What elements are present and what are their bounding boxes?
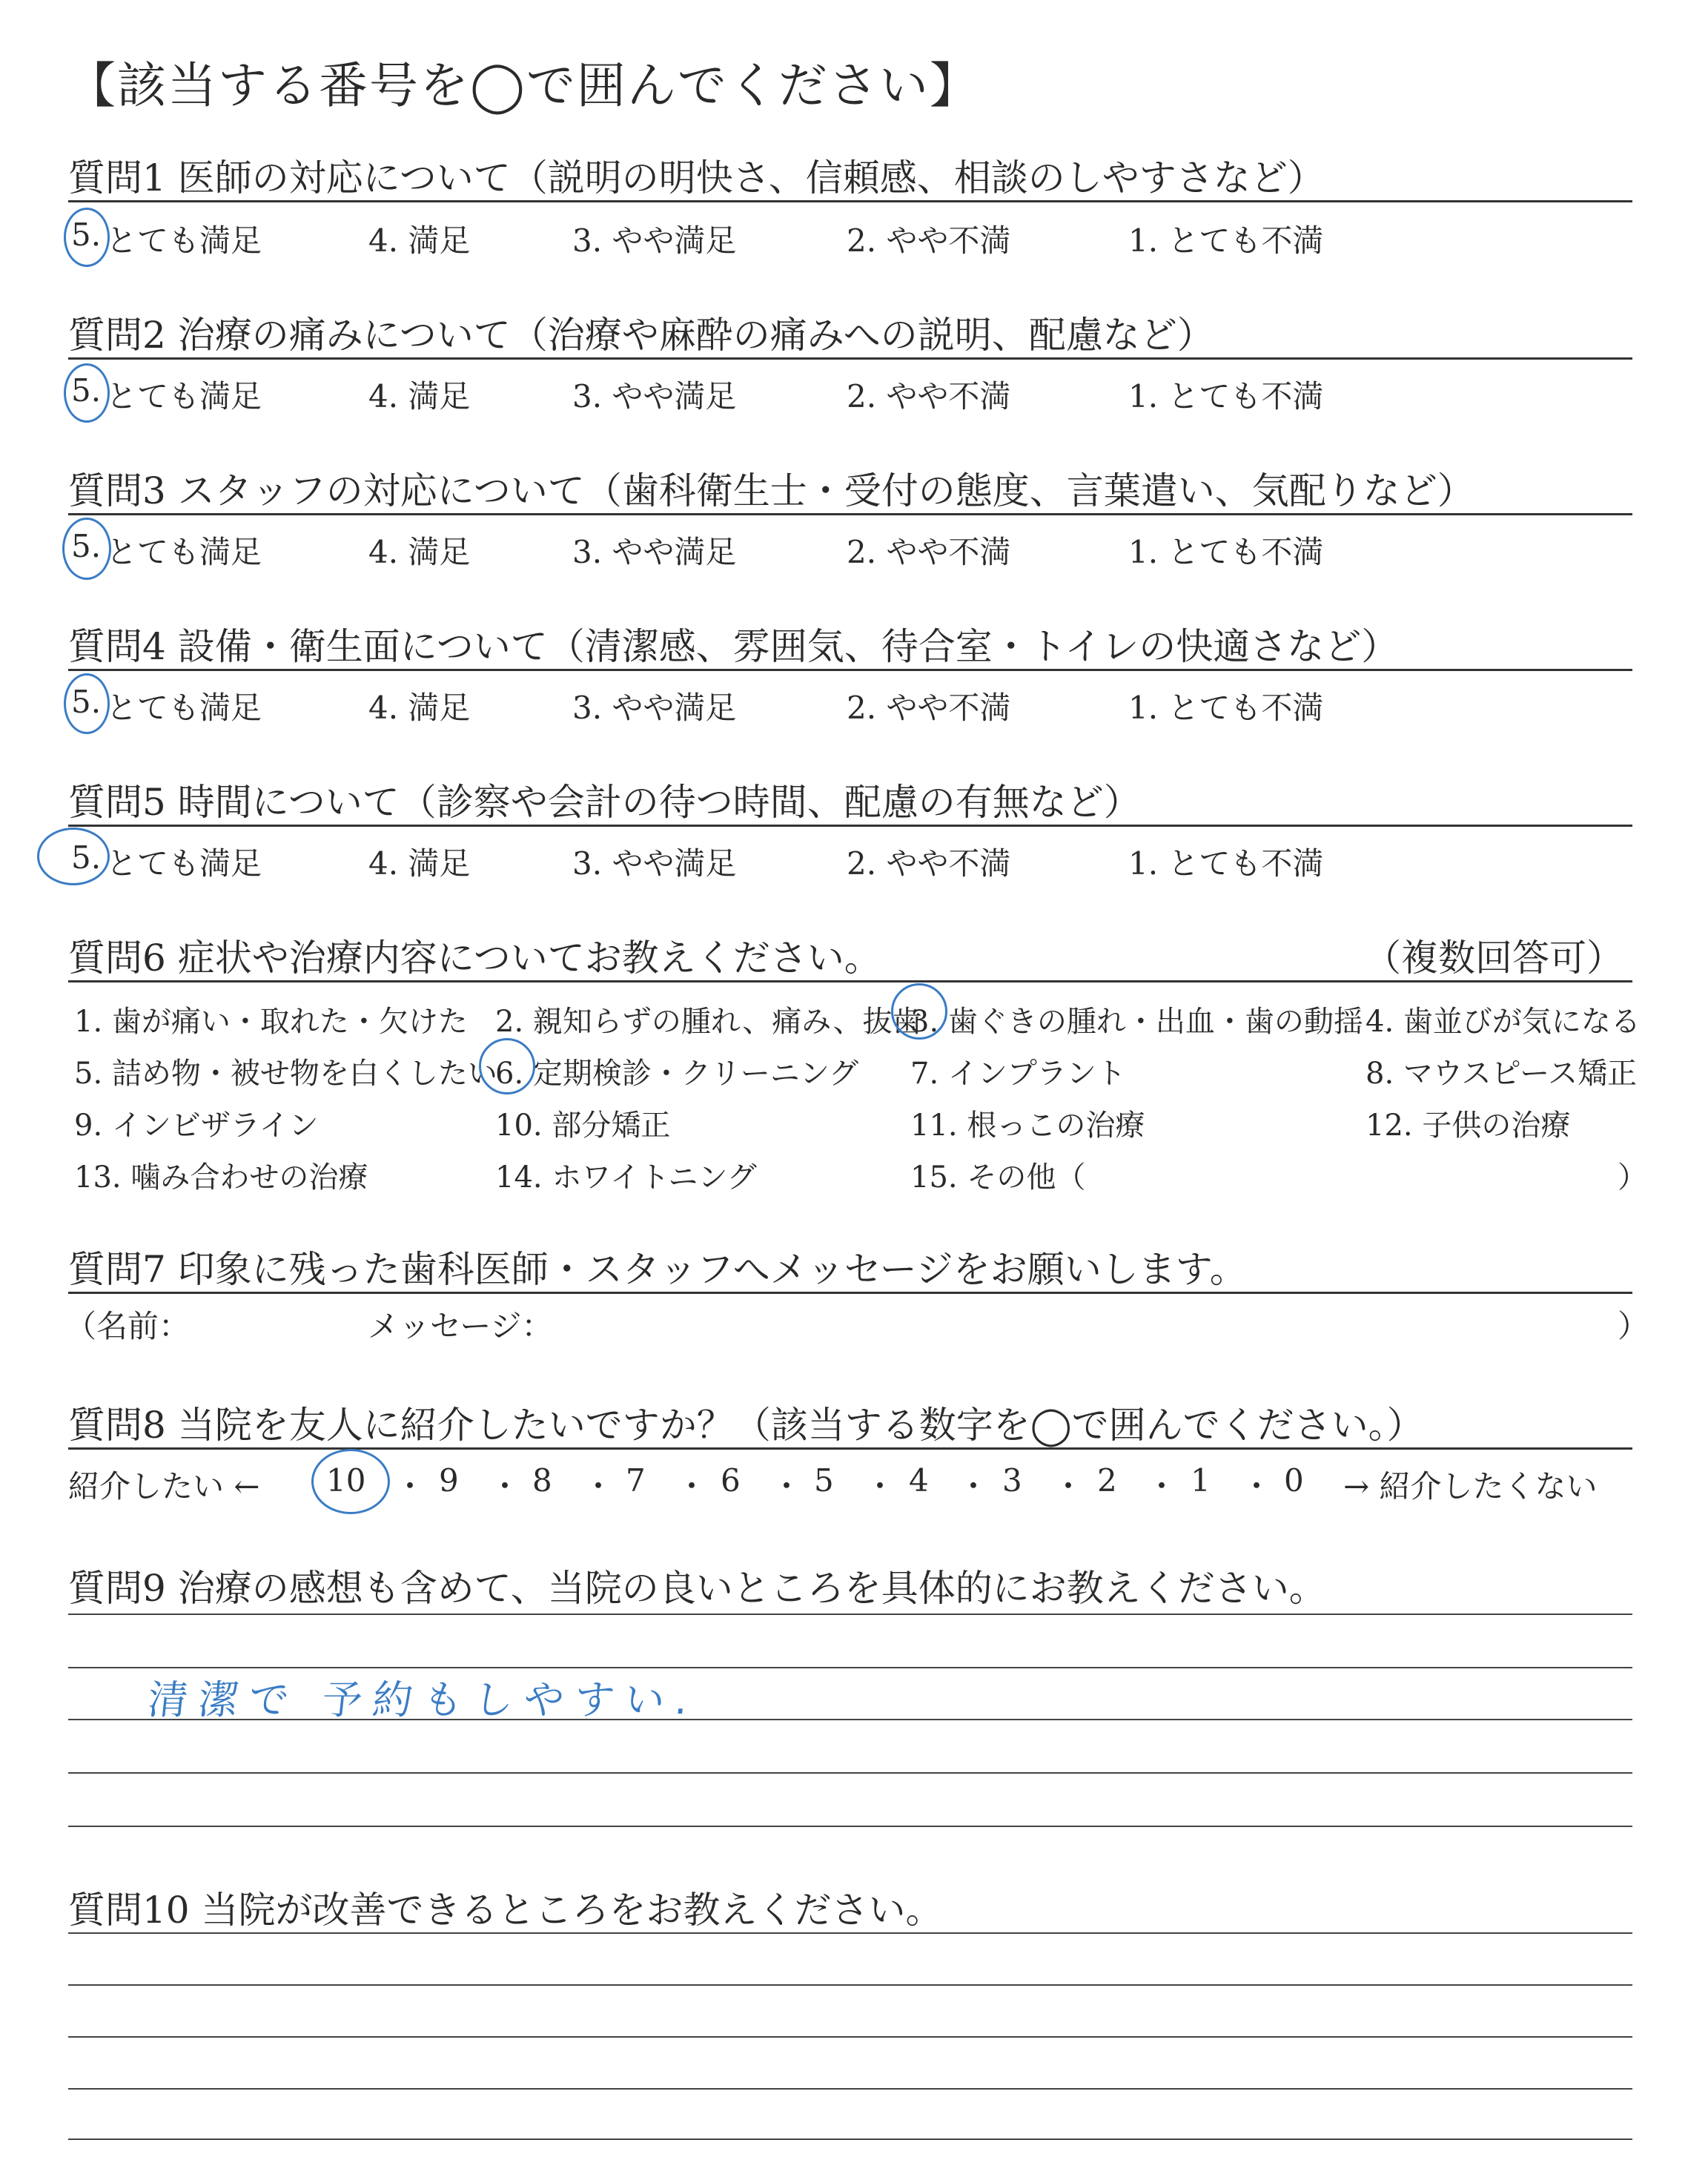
option-3[interactable]: 3. やや満足 <box>572 222 737 259</box>
divider <box>68 669 1632 671</box>
scale-dot: ・ <box>676 1468 708 1505</box>
divider <box>68 980 1632 982</box>
divider <box>68 357 1632 360</box>
option-5-number[interactable]: 5. <box>71 372 102 409</box>
option-5-label[interactable]: とても満足 <box>106 690 262 726</box>
question-8-label: 質問8 当院を友人に紹介したいですか？（該当する数字を◯で囲んでください。） <box>68 1404 1424 1447</box>
name-label: （名前： <box>65 1308 191 1344</box>
answer-circle <box>37 828 110 885</box>
option-3[interactable]: 3. やや満足 <box>572 690 737 726</box>
scale-value-4[interactable]: 4 <box>909 1462 929 1499</box>
scale-value-10[interactable]: 10 <box>326 1462 366 1499</box>
symptom-option[interactable]: 13. 噛み合わせの治療 <box>74 1160 368 1195</box>
option-4[interactable]: 4. 満足 <box>368 690 471 726</box>
question-3-label: 質問3 スタッフの対応について（歯科衛生士・受付の態度、言葉遣い、気配りなど） <box>68 469 1474 512</box>
scale-value-5[interactable]: 5 <box>814 1462 834 1499</box>
scale-value-9[interactable]: 9 <box>439 1462 459 1499</box>
name-field[interactable] <box>178 1301 356 1342</box>
scale-value-6[interactable]: 6 <box>721 1462 741 1499</box>
scale-dot: ・ <box>489 1468 521 1505</box>
scale-value-3[interactable]: 3 <box>1002 1462 1022 1499</box>
question-10-label: 質問10 当院が改善できるところをお教えください。 <box>68 1889 943 1932</box>
option-5-label[interactable]: とても満足 <box>106 222 262 259</box>
scale-value-7[interactable]: 7 <box>626 1462 646 1499</box>
handwritten-answer[interactable]: 清潔で 予約もしやすい. <box>145 1677 701 1723</box>
scale-dot: ・ <box>394 1468 426 1505</box>
option-5-number[interactable]: 5. <box>71 528 102 564</box>
symptom-option[interactable]: 4. 歯並びが気になる <box>1366 1005 1641 1039</box>
symptom-option[interactable]: 8. マウスピース矯正 <box>1366 1057 1638 1091</box>
scale-left-label: 紹介したい ← <box>68 1468 260 1505</box>
option-1[interactable]: 1. とても不満 <box>1128 845 1324 882</box>
symptom-option[interactable]: 14. ホワイトニング <box>495 1160 757 1195</box>
option-3[interactable]: 3. やや満足 <box>572 378 737 415</box>
scale-value-0[interactable]: 0 <box>1284 1462 1304 1499</box>
answer-circle <box>62 518 111 580</box>
option-5-number[interactable]: 5. <box>71 839 102 876</box>
option-4[interactable]: 4. 満足 <box>368 845 471 882</box>
symptom-option[interactable]: 6. 定期検診・クリーニング <box>495 1057 859 1091</box>
divider <box>68 1292 1632 1294</box>
option-2[interactable]: 2. やや不満 <box>847 222 1011 259</box>
message-field[interactable] <box>563 1301 1601 1342</box>
scale-dot: ・ <box>864 1468 896 1505</box>
scale-dot: ・ <box>583 1468 615 1505</box>
symptom-option[interactable]: 9. インビザライン <box>74 1109 319 1143</box>
scale-right-label: → 紹介したくない <box>1343 1468 1598 1505</box>
answer-circle <box>64 673 110 734</box>
divider <box>68 825 1632 827</box>
option-2[interactable]: 2. やや不満 <box>847 534 1011 570</box>
option-1[interactable]: 1. とても不満 <box>1128 690 1324 726</box>
option-4[interactable]: 4. 満足 <box>368 222 471 259</box>
symptom-option[interactable]: 10. 部分矯正 <box>495 1109 671 1143</box>
scale-value-2[interactable]: 2 <box>1097 1462 1117 1499</box>
answer-circle <box>64 208 110 267</box>
symptom-option[interactable]: 3. 歯ぐきの腫れ・出血・歯の動揺 <box>910 1005 1363 1039</box>
symptom-option[interactable]: 7. インプラント <box>910 1057 1126 1091</box>
answer-line <box>68 2088 1632 2090</box>
answer-line <box>68 2036 1632 2038</box>
message-close-paren: ） <box>1618 1308 1649 1344</box>
question-4-label: 質問4 設備・衛生面について（清潔感、雰囲気、待合室・トイレの快適さなど） <box>68 625 1399 668</box>
scale-dot: ・ <box>1241 1468 1273 1505</box>
option-2[interactable]: 2. やや不満 <box>847 845 1011 882</box>
option-5-label[interactable]: とても満足 <box>106 534 262 570</box>
divider <box>68 200 1632 202</box>
question-1-label: 質問1 医師の対応について（説明の明快さ、信頼感、相談のしやすさなど） <box>68 156 1325 199</box>
option-1[interactable]: 1. とても不満 <box>1128 222 1324 259</box>
symptom-option[interactable]: 2. 親知らずの腫れ、痛み、抜歯 <box>495 1005 922 1039</box>
divider <box>68 513 1632 515</box>
scale-value-1[interactable]: 1 <box>1191 1462 1211 1499</box>
scale-dot: ・ <box>1146 1468 1178 1505</box>
divider <box>68 1447 1632 1450</box>
answer-circle <box>891 983 947 1040</box>
answer-line <box>68 2138 1632 2140</box>
option-1[interactable]: 1. とても不満 <box>1128 534 1324 570</box>
answer-circle <box>64 363 110 423</box>
symptom-option[interactable]: 1. 歯が痛い・取れた・欠けた <box>74 1005 468 1039</box>
scale-dot: ・ <box>958 1468 990 1505</box>
answer-line <box>68 1614 1632 1615</box>
question-5-label: 質問5 時間について（診察や会計の待つ時間、配慮の有無など） <box>68 781 1141 824</box>
option-1[interactable]: 1. とても不満 <box>1128 378 1324 415</box>
option-5-label[interactable]: とても満足 <box>106 845 262 882</box>
other-close-paren: ） <box>1618 1160 1647 1195</box>
option-2[interactable]: 2. やや不満 <box>847 690 1011 726</box>
answer-line <box>68 1932 1632 1934</box>
symptom-option[interactable]: 11. 根っこの治療 <box>910 1109 1145 1143</box>
answer-circle <box>479 1038 535 1094</box>
symptom-option[interactable]: 12. 子供の治療 <box>1366 1109 1571 1143</box>
option-3[interactable]: 3. やや満足 <box>572 534 737 570</box>
option-5-number[interactable]: 5. <box>71 217 102 253</box>
option-4[interactable]: 4. 満足 <box>368 378 471 415</box>
answer-line <box>68 1826 1632 1827</box>
question-6-note: （複数回答可） <box>1364 937 1623 980</box>
scale-value-8[interactable]: 8 <box>532 1462 552 1499</box>
question-6-label: 質問6 症状や治療内容についてお教えください。 <box>68 937 881 980</box>
option-5-label[interactable]: とても満足 <box>106 378 262 415</box>
symptom-option[interactable]: 5. 詰め物・被せ物を白くしたい <box>74 1057 497 1091</box>
answer-line <box>68 1772 1632 1774</box>
question-9-label: 質問9 治療の感想も含めて、当院の良いところを具体的にお教えください。 <box>68 1567 1326 1610</box>
answer-circle <box>311 1449 390 1514</box>
page-title: 【該当する番号を◯で囲んでください】 <box>67 57 980 114</box>
scale-dot: ・ <box>1053 1468 1085 1505</box>
scale-dot: ・ <box>771 1468 803 1505</box>
option-3[interactable]: 3. やや満足 <box>572 845 737 882</box>
symptom-option-other[interactable]: 15. その他（ <box>910 1160 1086 1195</box>
message-label: メッセージ： <box>368 1308 553 1344</box>
question-2-label: 質問2 治療の痛みについて（治療や麻酔の痛みへの説明、配慮など） <box>68 314 1214 357</box>
option-4[interactable]: 4. 満足 <box>368 534 471 570</box>
answer-line <box>68 1984 1632 1986</box>
option-5-number[interactable]: 5. <box>71 684 102 720</box>
question-7-label: 質問7 印象に残った歯科医師・スタッフへメッセージをお願いします。 <box>68 1248 1247 1291</box>
option-2[interactable]: 2. やや不満 <box>847 378 1011 415</box>
